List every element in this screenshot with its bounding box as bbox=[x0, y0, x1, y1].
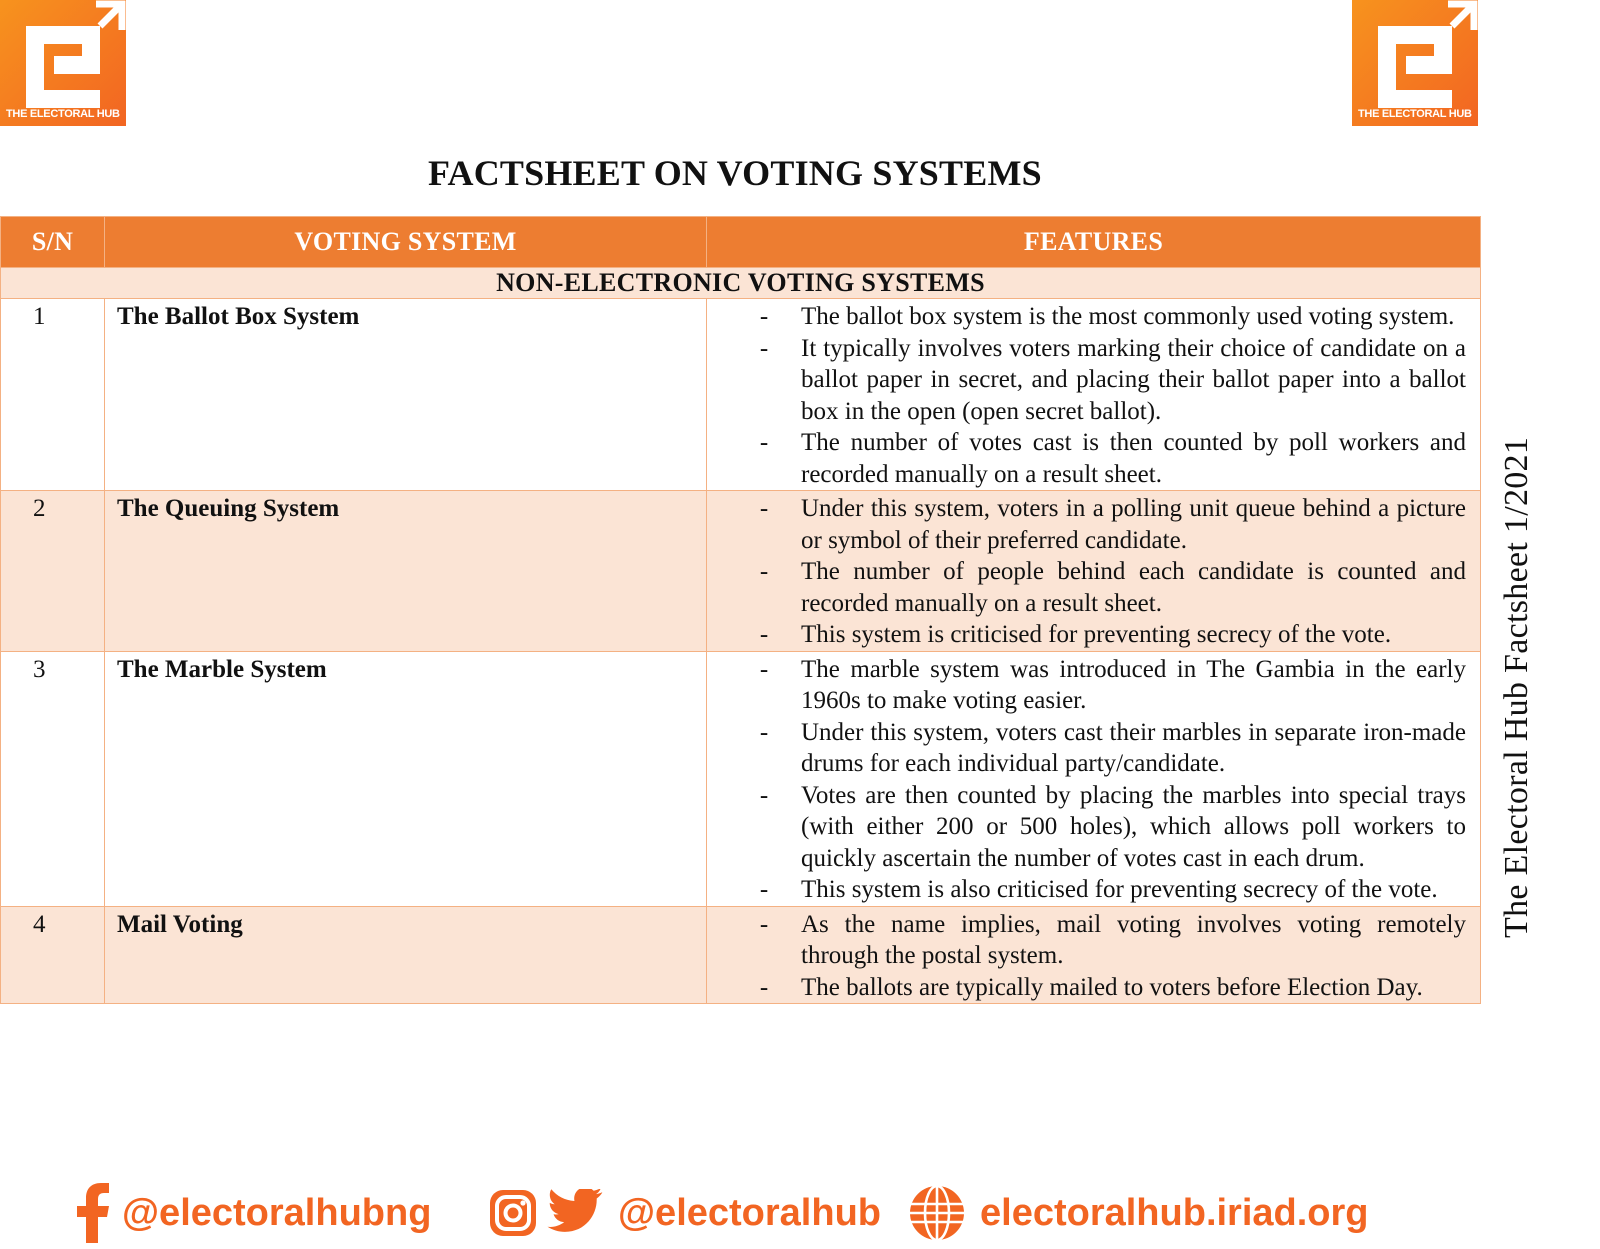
feature-text: The number of people behind each candidate is counted and recorded manually on a result sheet. bbox=[801, 558, 1466, 617]
feature-item bbox=[707, 619, 1466, 651]
instagram-twitter-link[interactable] bbox=[488, 1183, 881, 1243]
row-sn: 4 bbox=[1, 906, 105, 1004]
feature-item bbox=[707, 654, 1466, 717]
dash-bullet: - bbox=[759, 621, 769, 648]
feature-text: Under this system, voters cast their marbles in separate iron-made drums for each individual party/candidate. bbox=[801, 718, 1466, 777]
dash-bullet: - bbox=[759, 655, 769, 683]
row-sn: 2 bbox=[1, 491, 105, 652]
feature-item bbox=[707, 780, 1466, 875]
instagram-twitter-handle: @electoralhub bbox=[618, 1191, 881, 1234]
header-voting-system: VOTING SYSTEM bbox=[105, 217, 707, 268]
dash-bullet: - bbox=[759, 781, 769, 809]
facebook-link[interactable] bbox=[76, 1183, 431, 1243]
facebook-icon bbox=[76, 1183, 110, 1243]
facebook-handle: @electoralhubng bbox=[122, 1191, 432, 1234]
feature-text: It typically involves voters marking their choice of candidate on a ballot paper in secret, and placing their ballot paper into a ballot box in the open (open secret ballot). bbox=[801, 334, 1466, 425]
feature-item bbox=[707, 972, 1466, 1004]
dash-bullet: - bbox=[759, 973, 769, 1001]
feature-text: The marble system was introduced in The Gambia in the early 1960s to make voting easier. bbox=[801, 655, 1466, 714]
table-row bbox=[1, 299, 1481, 491]
row-system-name: The Marble System bbox=[105, 651, 707, 906]
dash-bullet: - bbox=[759, 429, 769, 456]
feature-item bbox=[707, 427, 1466, 490]
header-features: FEATURES bbox=[707, 217, 1481, 268]
feature-item bbox=[707, 717, 1466, 780]
logo-text: THE ELECTORAL HUB bbox=[1358, 108, 1472, 120]
feature-text: The number of votes cast is then counted by poll workers and recorded manually on a result sheet. bbox=[801, 429, 1466, 488]
dash-bullet: - bbox=[759, 334, 769, 362]
table-header-row bbox=[1, 217, 1481, 268]
globe-icon bbox=[908, 1184, 966, 1242]
row-features bbox=[707, 651, 1481, 906]
page-title: FACTSHEET ON VOTING SYSTEMS bbox=[428, 153, 1042, 193]
row-system-name: Mail Voting bbox=[105, 906, 707, 1004]
row-features bbox=[707, 906, 1481, 1004]
row-system-name: The Queuing System bbox=[105, 491, 707, 652]
feature-item bbox=[707, 556, 1466, 619]
header-sn: S/N bbox=[1, 217, 105, 268]
electoral-hub-logo-left bbox=[0, 0, 126, 126]
table-row bbox=[1, 491, 1481, 652]
feature-item bbox=[707, 301, 1466, 333]
feature-text: Under this system, voters in a polling unit queue behind a picture or symbol of their preferred candidate. bbox=[801, 495, 1466, 554]
electoral-hub-logo-right bbox=[1352, 0, 1478, 126]
row-sn: 3 bbox=[1, 651, 105, 906]
social-footer bbox=[0, 1183, 1600, 1243]
feature-text: The ballots are typically mailed to voters before Election Day. bbox=[801, 973, 1423, 1001]
feature-text: As the name implies, mail voting involves voting remotely through the postal system. bbox=[801, 910, 1466, 969]
dash-bullet: - bbox=[759, 303, 769, 330]
feature-item bbox=[707, 493, 1466, 556]
feature-text: The ballot box system is the most commonly used voting system. bbox=[801, 303, 1455, 330]
feature-text: Votes are then counted by placing the marbles into special trays (with either 200 or 500 holes), which allows poll workers to quickly ascertain the number of votes cast in each drum. bbox=[801, 781, 1466, 872]
feature-text: This system is also criticised for preventing secrecy of the vote. bbox=[801, 876, 1438, 903]
feature-text: This system is criticised for preventing secrecy of the vote. bbox=[801, 621, 1392, 648]
feature-item bbox=[707, 909, 1466, 972]
dash-bullet: - bbox=[759, 910, 769, 938]
section-title: NON-ELECTRONIC VOTING SYSTEMS bbox=[1, 268, 1481, 299]
section-row bbox=[1, 268, 1481, 299]
row-sn: 1 bbox=[1, 299, 105, 491]
logo-text: THE ELECTORAL HUB bbox=[6, 108, 120, 120]
row-features bbox=[707, 299, 1481, 491]
dash-bullet: - bbox=[759, 718, 769, 746]
dash-bullet: - bbox=[759, 558, 769, 585]
voting-systems-table bbox=[0, 216, 1481, 1004]
twitter-icon bbox=[546, 1189, 604, 1237]
instagram-icon bbox=[488, 1188, 538, 1238]
feature-item bbox=[707, 333, 1466, 428]
row-system-name: The Ballot Box System bbox=[105, 299, 707, 491]
table-row bbox=[1, 906, 1481, 1004]
dash-bullet: - bbox=[759, 876, 769, 903]
row-features bbox=[707, 491, 1481, 652]
website-url: electoralhub.iriad.org bbox=[980, 1191, 1369, 1234]
feature-item bbox=[707, 874, 1466, 906]
website-link[interactable] bbox=[908, 1183, 1369, 1243]
table-row bbox=[1, 651, 1481, 906]
dash-bullet: - bbox=[759, 495, 769, 522]
factsheet-side-label: The Electoral Hub Factsheet 1/2021 bbox=[1498, 436, 1535, 938]
